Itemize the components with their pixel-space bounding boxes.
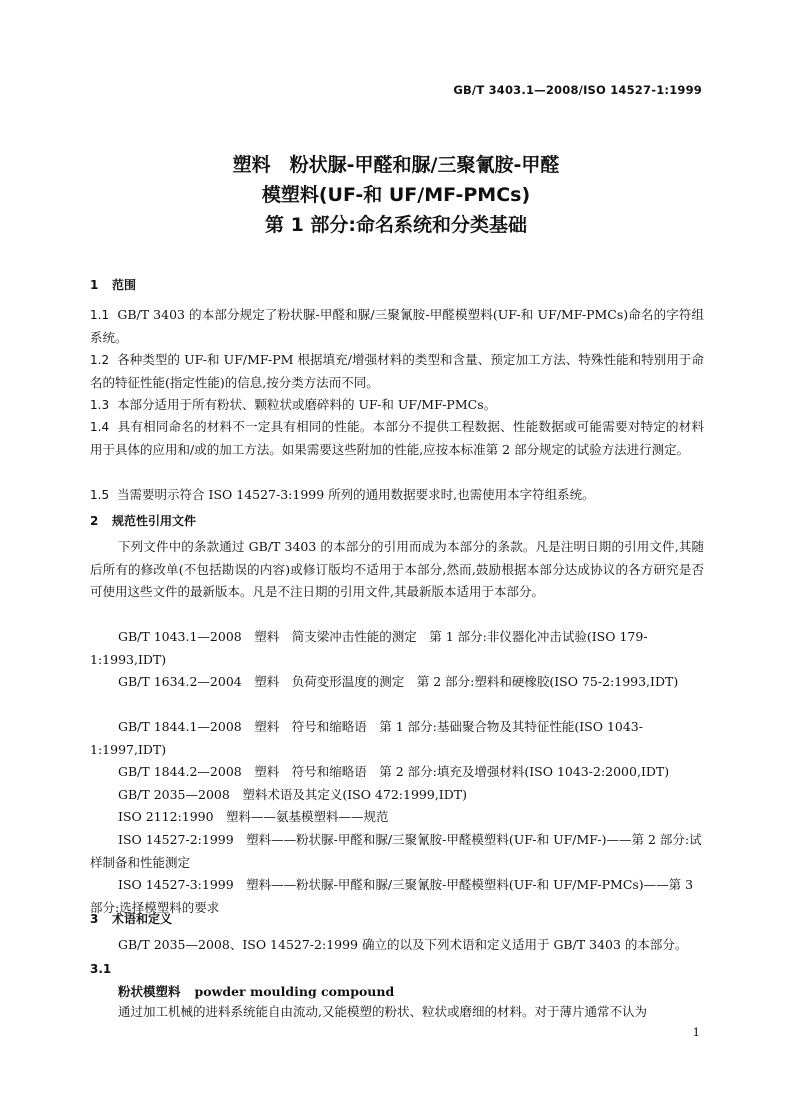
document-title-line-1: 塑料 粉状脲-甲醛和脲/三聚氰胺-甲醛 bbox=[232, 154, 560, 176]
document-title-line-2: 模塑料(UF-和 UF/MF-PMCs) bbox=[261, 184, 531, 206]
reference-item: ISO 14527-2:1999 塑料——粉状脲-甲醛和脲/三聚氰胺-甲醛模塑料(UF-和 UF/MF-)——第 2 部分:试样制备和性能测定 bbox=[90, 832, 702, 870]
reference-item: GB/T 1043.1—2008 塑料 简支梁冲击性能的测定 第 1 部分:非仪器化冲击试验(ISO 179-1:1993,IDT) bbox=[90, 629, 648, 667]
reference-item: ISO 2112:1990 塑料——氨基模塑料——规范 bbox=[118, 809, 389, 824]
clause-number: 1.5 bbox=[90, 488, 110, 502]
term-entry bbox=[118, 982, 394, 1000]
clause-1-2 bbox=[90, 349, 704, 394]
document-title-line-3: 第 1 部分:命名系统和分类基础 bbox=[264, 214, 528, 236]
standard-number-header: GB/T 3403.1—2008/ISO 14527-1:1999 bbox=[453, 83, 702, 97]
clause-text: 各种类型的 UF-和 UF/MF-PM 根据填充/增强材料的类型和含量、预定加工方法、特殊性能和特别用于命名的特征性能(指定性能)的信息,按分类方法而不同。 bbox=[90, 352, 704, 390]
term-english: powder moulding compound bbox=[194, 984, 395, 999]
clause-1-1 bbox=[90, 304, 704, 349]
normative-references-intro: 下列文件中的条款通过 GB/T 3403 的本部分的引用而成为本部分的条款。凡是注明日期的引用文件,其随后所有的修改单(不包括勘误的内容)或修订版均不适用于本部分,然而,鼓励根据本部分达成协议的各方研究是否可使用这些文件的最新版本。凡是不注日期的引用文件,其最新版本适用于本部分。 bbox=[90, 539, 704, 599]
clause-text: 具有相同命名的材料不一定具有相同的性能。本部分不提供工程数据、性能数据或可能需要对特定的材料用于具体的应用和/或的加工方法。如果需要这些附加的性能,应按本标准第 2 部分规定的试验方法进行测定。 bbox=[90, 419, 704, 457]
clause-number: 1.1 bbox=[90, 308, 110, 322]
section-3-heading bbox=[90, 910, 172, 927]
section-title: 规范性引用文件 bbox=[112, 514, 197, 528]
clause-text: 本部分适用于所有粉状、颗粒状或磨碎料的 UF-和 UF/MF-PMCs。 bbox=[117, 397, 497, 412]
reference-item: GB/T 1844.2—2008 塑料 符号和缩略语 第 2 部分:填充及增强材料(ISO 1043-2:2000,IDT) bbox=[118, 764, 670, 779]
terms-intro: GB/T 2035—2008、ISO 14527-2:1999 确立的以及下列术语和定义适用于 GB/T 3403 的本部分。 bbox=[118, 937, 688, 952]
term-number: 3.1 bbox=[90, 962, 112, 976]
reference-item: GB/T 2035—2008 塑料术语及其定义(ISO 472:1999,IDT) bbox=[118, 787, 467, 802]
clause-text: GB/T 3403 的本部分规定了粉状脲-甲醛和脲/三聚氰胺-甲醛模塑料(UF-和 UF/MF-PMCs)命名的字符组系统。 bbox=[90, 307, 704, 345]
clause-number: 1.3 bbox=[90, 398, 110, 412]
term-definition: 通过加工机械的进料系统能自由流动,又能模塑的粉状、粒状或磨细的材料。对于薄片通常不认为 bbox=[118, 1004, 647, 1019]
clause-text: 当需要明示符合 ISO 14527-3:1999 所列的通用数据要求时,也需使用本字符组系统。 bbox=[117, 487, 595, 502]
reference-item: GB/T 1844.1—2008 塑料 符号和缩略语 第 1 部分:基础聚合物及其特征性能(ISO 1043-1:1997,IDT) bbox=[90, 719, 643, 757]
clause-number: 1.2 bbox=[90, 353, 110, 367]
section-2-heading bbox=[90, 512, 196, 529]
section-title: 范围 bbox=[112, 278, 137, 292]
section-number: 3 bbox=[90, 912, 99, 926]
section-number: 1 bbox=[90, 278, 99, 292]
reference-item: GB/T 1634.2—2004 塑料 负荷变形温度的测定 第 2 部分:塑料和硬橡胶(ISO 75-2:1993,IDT) bbox=[118, 674, 679, 689]
clause-1-4 bbox=[90, 416, 704, 461]
term-chinese: 粉状模塑料 bbox=[118, 984, 181, 999]
clause-1-3 bbox=[90, 394, 704, 417]
clause-1-5 bbox=[90, 484, 704, 507]
clause-number: 1.4 bbox=[90, 420, 110, 434]
page-number: 1 bbox=[692, 1025, 700, 1039]
reference-item: ISO 14527-3:1999 塑料——粉状脲-甲醛和脲/三聚氰胺-甲醛模塑料(UF-和 UF/MF-PMCs)——第 3 部分:选择模塑料的要求 bbox=[90, 877, 694, 915]
section-number: 2 bbox=[90, 514, 99, 528]
section-title: 术语和定义 bbox=[112, 912, 173, 926]
section-1-heading bbox=[90, 276, 136, 293]
